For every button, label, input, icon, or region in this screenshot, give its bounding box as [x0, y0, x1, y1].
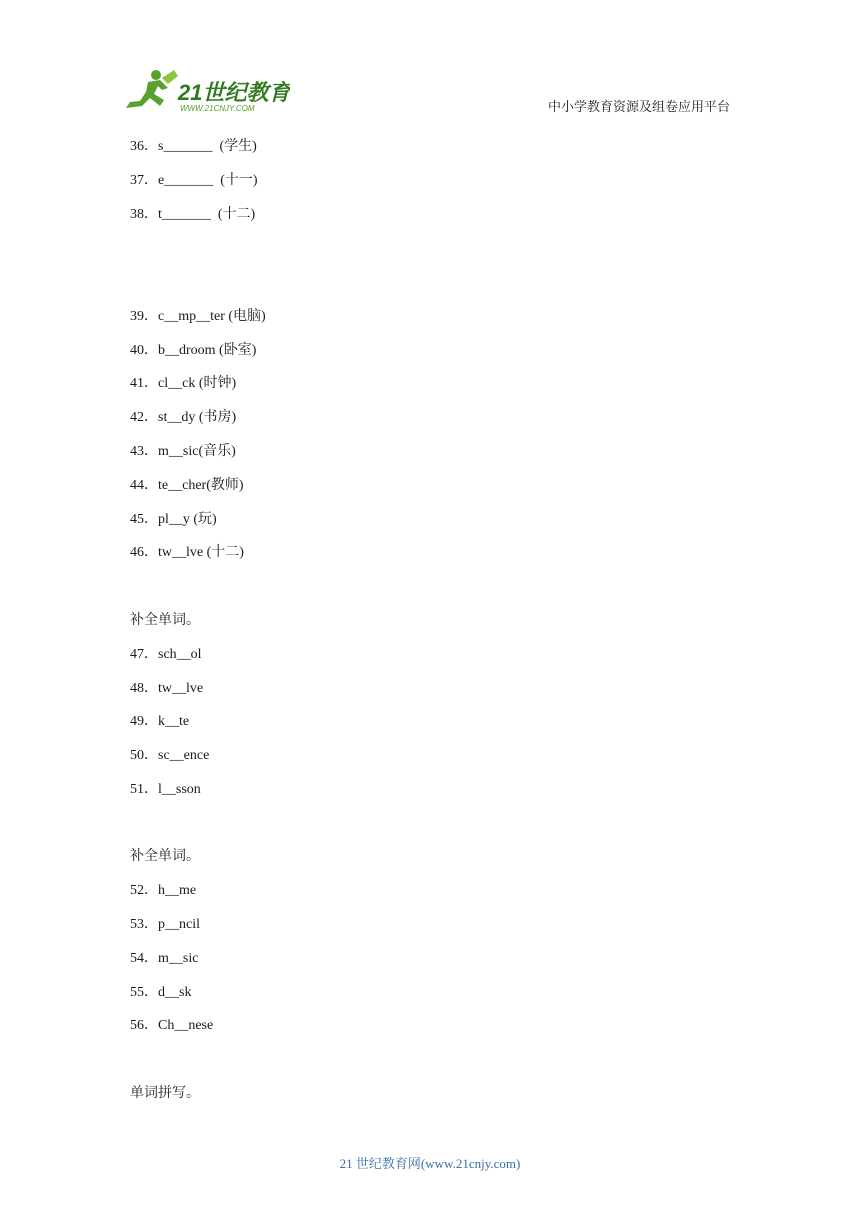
page-footer: 21 世纪教育网(www.21cnjy.com) [339, 1156, 521, 1171]
logo [120, 66, 290, 116]
section-instruction: 补全单词。 [130, 849, 200, 864]
exercise-item: 37．e_______ (十一) [130, 173, 258, 188]
exercise-item: 51．l__sson [130, 782, 201, 797]
exercise-item: 39．c__mp__ter (电脑) [130, 309, 266, 324]
exercise-item: 41．cl__ck (时钟) [130, 376, 237, 391]
exercise-item: 55．d__sk [130, 985, 192, 1000]
exercise-item: 48．tw__lve [130, 681, 204, 696]
header-title: 中小学教育资源及组卷应用平台 [547, 99, 730, 114]
section-instruction: 单词拼写。 [130, 1086, 200, 1101]
exercise-item: 50．sc__ence [130, 748, 210, 763]
exercise-item: 45．pl__y (玩) [130, 512, 217, 527]
page-header [120, 62, 740, 122]
exercise-item: 38．t_______ (十二) [130, 207, 256, 222]
section-instruction: 补全单词。 [130, 613, 200, 628]
logo-subtext: WWW.21CNJY.COM [180, 104, 255, 113]
exercise-item: 54．m__sic [130, 951, 199, 966]
exercise-item: 43．m__sic(音乐) [130, 444, 236, 459]
exercise-item: 40．b__droom (卧室) [130, 343, 257, 358]
exercise-item: 53．p__ncil [130, 917, 200, 932]
exercise-item: 56．Ch__nese [130, 1018, 214, 1033]
exercise-item: 44．te__cher(教师) [130, 478, 244, 493]
logo-text: 21世纪教育 [178, 80, 290, 105]
exercise-item: 46．tw__lve (十二) [130, 545, 244, 560]
runner-icon [126, 70, 178, 108]
exercise-item: 47．sch__ol [130, 647, 202, 662]
exercise-item: 36．s_______ (学生) [130, 139, 257, 154]
exercise-item: 49．k__te [130, 714, 190, 729]
exercise-item: 52．h__me [130, 883, 197, 898]
exercise-item: 42．st__dy (书房) [130, 410, 237, 425]
